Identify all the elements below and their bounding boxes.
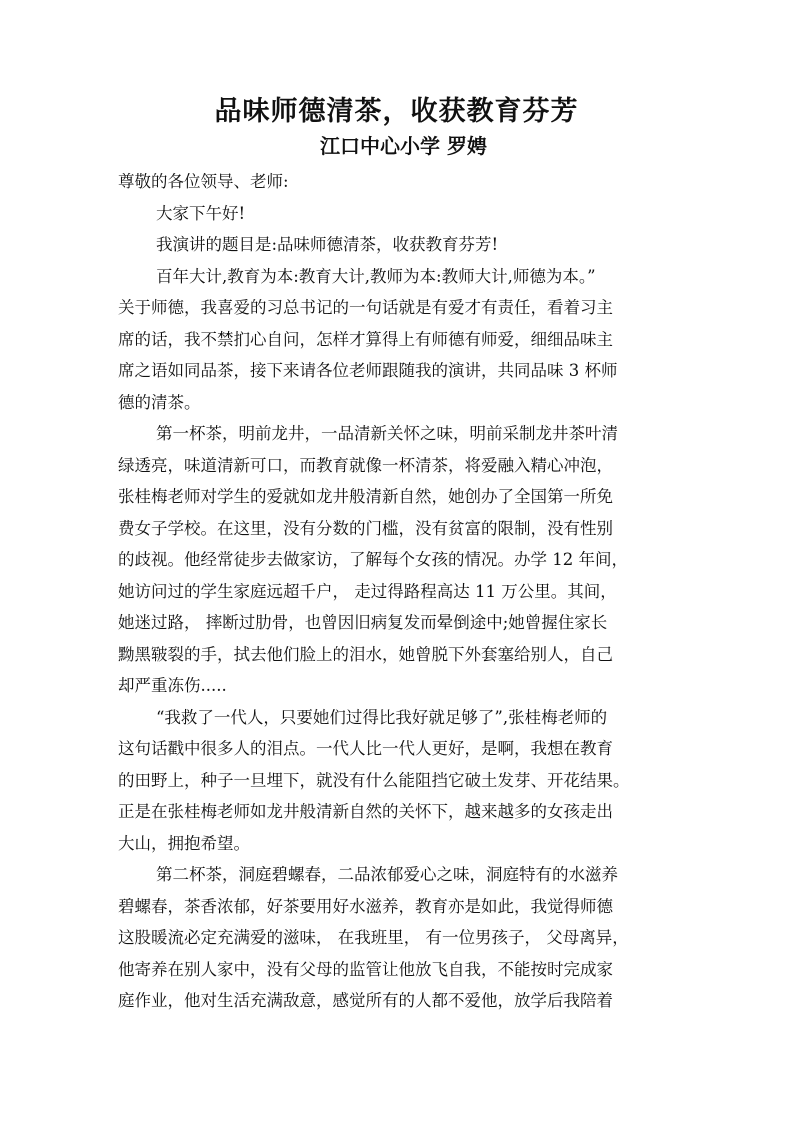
text-line: 席之语如同品茶，接下来请各位老师跟随我的演讲，共同品味 3 杯师 [118, 361, 618, 380]
text-line: 绿透亮，味道清新可口，而教育就像一杯清茶，将爱融入精心冲泡， [118, 455, 613, 475]
document-author: 江口中心小学 罗娉 [320, 134, 487, 158]
text-line: 她迷过路， 摔断过肋骨，也曾因旧病复发而晕倒途中;她曾握住家长 [118, 613, 608, 632]
document-title: 品味师德清茶，收获教育芬芳 [214, 96, 579, 127]
text-line: 庭作业，他对生活充满敌意，感觉所有的人都不爱他，放学后我陪着 [118, 991, 613, 1010]
text-line: 他寄养在别人家中，没有父母的监管让他放飞自我，不能按时完成家 [118, 959, 613, 979]
text-line: 费女子学校。在这里，没有分数的门槛，没有贫富的限制，没有性别 [118, 518, 613, 538]
text-line: 席的话，我不禁扪心自问，怎样才算得上有师德有师爱，细细品味主 [118, 329, 613, 349]
text-line: 碧螺春，茶香浓郁，好茶要用好水滋养，教育亦是如此，我觉得师德 [118, 896, 613, 916]
text-line: 尊敬的各位领导、老师: [118, 172, 289, 191]
text-line: 我演讲的题目是:品味师德清茶，收获教育芬芳! [156, 235, 499, 254]
text-line: 正是在张桂梅老师如龙井般清新自然的关怀下，越来越多的女孩走出 [118, 802, 613, 821]
text-line: 大山，拥抱希望。 [118, 833, 250, 853]
text-line: 第二杯茶，洞庭碧螺春，二品浓郁爱心之味，洞庭特有的水滋养 [156, 865, 618, 884]
text-line: 百年大计,教育为本:教育大计,教师为本:教师大计,师德为本。” [156, 266, 596, 286]
text-line: 黝黑皲裂的手，拭去他们脸上的泪水，她曾脱下外套塞给别人，自己 [118, 644, 613, 664]
document-body [118, 166, 678, 1017]
text-line: 这句话戳中很多人的泪点。一代人比一代人更好，是啊，我想在教育 [118, 739, 613, 758]
text-line: 德的清茶。 [118, 392, 201, 412]
text-line: 的田野上，种子一旦埋下，就没有什么能阻挡它破土发芽、开花结果。 [118, 770, 630, 790]
text-line: 这股暖流必定充满爱的滋味， 在我班里， 有一位男孩子， 父母离异， [118, 928, 629, 947]
text-line: 大家下午好! [156, 203, 246, 223]
text-line: 却严重冻伤..... [118, 676, 227, 695]
text-line: 第一杯茶，明前龙井，一品清新关怀之味，明前采制龙井茶叶清 [156, 424, 618, 443]
text-line: 她访问过的学生家庭远超千户， 走过得路程高达 11 万公里。其间， [118, 581, 617, 601]
text-line: “我救了一代人，只要她们过得比我好就足够了”,张桂梅老师的 [156, 707, 608, 727]
text-line: 的歧视。他经常徒步去做家访，了解每个女孩的情况。办学 12 年间， [118, 550, 628, 569]
text-line: 关于师德，我喜爱的习总书记的一句话就是有爱才有责任，看着习主 [118, 298, 613, 317]
text-line: 张桂梅老师对学生的爱就如龙井般清新自然，她创办了全国第一所免 [118, 487, 613, 506]
